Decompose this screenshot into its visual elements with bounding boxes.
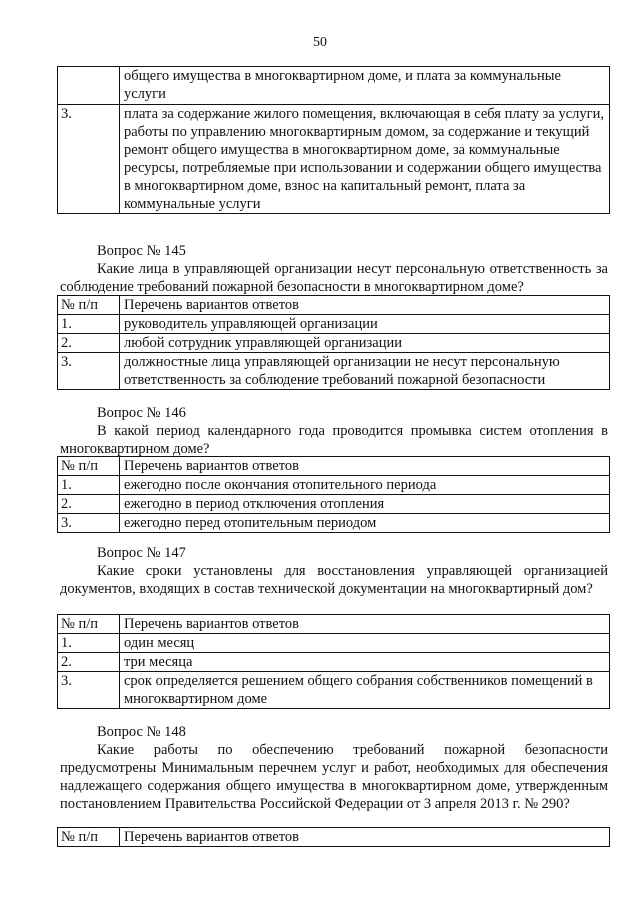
table-row xyxy=(58,67,610,105)
answer-text: руководитель управляющей организации xyxy=(120,315,610,334)
answer-text: должностные лица управляющей организации не несут персональную ответственность за соблюдение требований пожарной безопасности xyxy=(120,353,610,390)
column-header-answers: Перечень вариантов ответов xyxy=(120,296,610,315)
table-header-row xyxy=(58,296,610,315)
question-147-answers xyxy=(57,614,610,709)
question-146-text: В какой период календарного года проводится промывка систем отопления в многоквартирном доме? xyxy=(60,423,608,457)
table-row xyxy=(58,334,610,353)
table-row xyxy=(58,672,610,709)
column-header-number: № п/п xyxy=(58,615,120,634)
question-148-text: Какие работы по обеспечению требований пожарной безопасности предусмотрены Минимальным перечнем услуг и работ, необходимых для обеспечения надлежащего содержания общего имущества в многоквартирном доме, утвержденным постановлением Правительства Российской Федерации от 3 апреля 2013 г. № 290? xyxy=(60,742,608,812)
column-header-answers: Перечень вариантов ответов xyxy=(120,615,610,634)
question-147-text: Какие сроки установлены для восстановления управляющей организацией документов, входящих в состав технической документации на многоквартирный дом? xyxy=(60,563,608,597)
answer-text: любой сотрудник управляющей организации xyxy=(120,334,610,353)
column-header-answers: Перечень вариантов ответов xyxy=(120,828,610,847)
question-146-title: Вопрос № 146 xyxy=(97,405,186,421)
column-header-number: № п/п xyxy=(58,828,120,847)
table-row xyxy=(58,495,610,514)
answer-number: 1. xyxy=(58,634,120,653)
table-row xyxy=(58,315,610,334)
table-row xyxy=(58,353,610,390)
answer-number: 2. xyxy=(58,495,120,514)
table-header-row xyxy=(58,615,610,634)
answer-text: ежегодно в период отключения отопления xyxy=(120,495,610,514)
answer-text: плата за содержание жилого помещения, включающая в себя плату за услуги, работы по управлению многоквартирным домом, за содержание и текущий ремонт общего имущества в многоквартирном доме, за коммунальные ресурсы, потребляемые при использовании и содержании общего имущества в многоквартирном доме, взнос на капитальный ремонт, плата за коммунальные услуги xyxy=(120,105,610,214)
answer-number: 2. xyxy=(58,653,120,672)
answer-text: ежегодно после окончания отопительного периода xyxy=(120,476,610,495)
table-row xyxy=(58,653,610,672)
question-148-title: Вопрос № 148 xyxy=(97,724,186,740)
answer-number: 3. xyxy=(58,672,120,709)
table-row xyxy=(58,476,610,495)
question-145-text: Какие лица в управляющей организации несут персональную ответственность за соблюдение требований пожарной безопасности в многоквартирном доме? xyxy=(60,261,608,295)
answer-text: один месяц xyxy=(120,634,610,653)
answer-number: 3. xyxy=(58,105,120,214)
column-header-number: № п/п xyxy=(58,296,120,315)
table-row xyxy=(58,634,610,653)
question-147-title: Вопрос № 147 xyxy=(97,545,186,561)
page-number: 50 xyxy=(313,35,327,50)
answer-number: 2. xyxy=(58,334,120,353)
answer-text: общего имущества в многоквартирном доме, и плата за коммунальные услуги xyxy=(120,67,610,105)
answer-number: 3. xyxy=(58,514,120,533)
column-header-answers: Перечень вариантов ответов xyxy=(120,457,610,476)
question-146-answers xyxy=(57,456,610,533)
table-header-row xyxy=(58,457,610,476)
table-header-row xyxy=(58,828,610,847)
column-header-number: № п/п xyxy=(58,457,120,476)
question-148-answers xyxy=(57,827,610,847)
question-145-answers xyxy=(57,295,610,390)
answer-number: 1. xyxy=(58,315,120,334)
answer-text: срок определяется решением общего собрания собственников помещений в многоквартирном доме xyxy=(120,672,610,709)
answer-number: 1. xyxy=(58,476,120,495)
table-row xyxy=(58,514,610,533)
answer-text: три месяца xyxy=(120,653,610,672)
answer-text: ежегодно перед отопительным периодом xyxy=(120,514,610,533)
table-row xyxy=(58,105,610,214)
question-145-title: Вопрос № 145 xyxy=(97,243,186,259)
answer-number xyxy=(58,67,120,105)
answer-number: 3. xyxy=(58,353,120,390)
top-answer-table xyxy=(57,66,610,214)
